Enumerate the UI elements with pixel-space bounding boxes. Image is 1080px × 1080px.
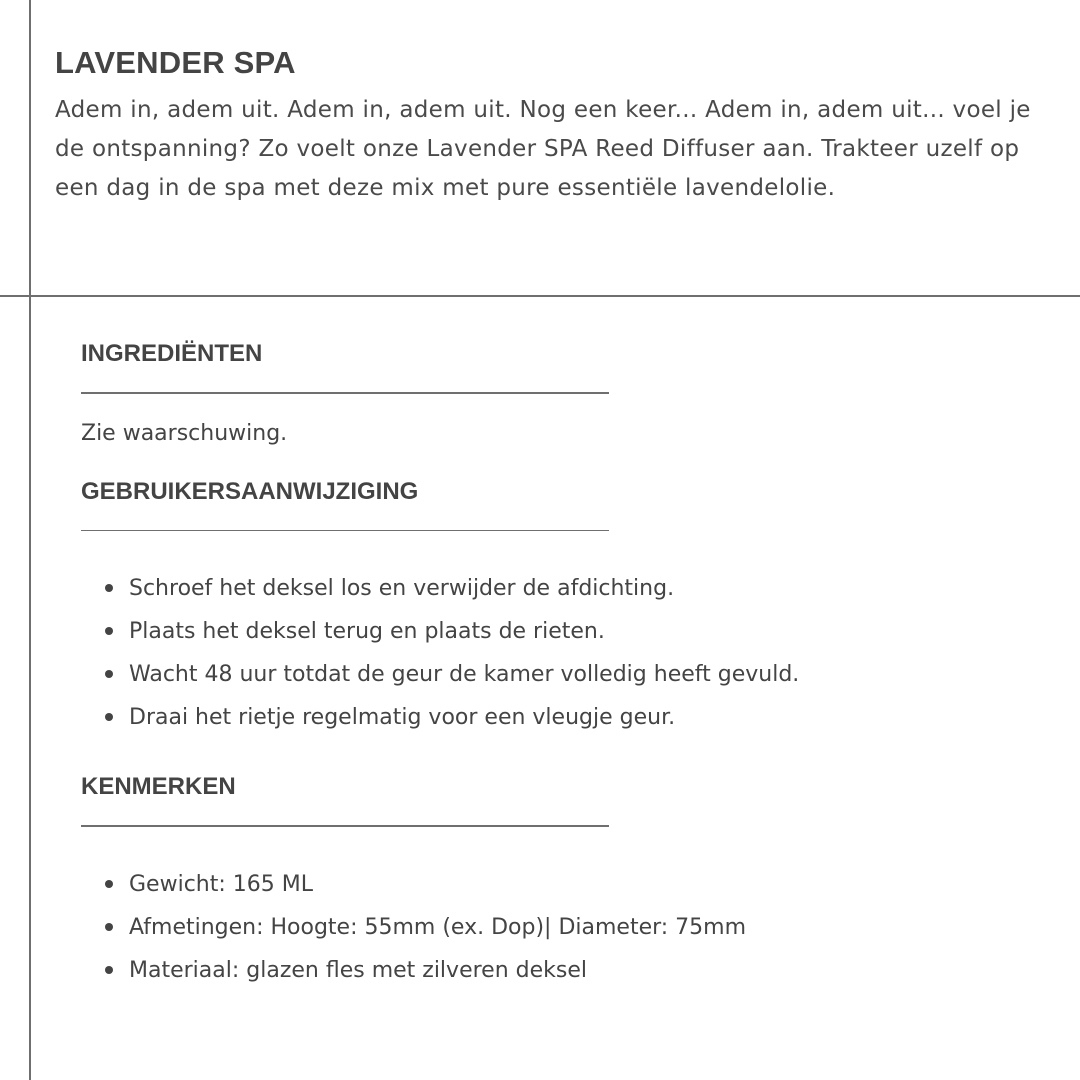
list-item: Afmetingen: Hoogte: 55mm (ex. Dop)| Diameter: 75mm	[81, 906, 1021, 949]
features-rule	[81, 825, 609, 827]
usage-section	[81, 474, 1021, 740]
ingredients-rule	[81, 392, 609, 394]
list-item: Wacht 48 uur totdat de geur de kamer volledig heeft gevuld.	[81, 653, 1021, 696]
ingredients-heading: INGREDIËNTEN	[81, 340, 263, 367]
usage-list	[81, 567, 1021, 739]
bullet-icon	[105, 670, 113, 678]
product-title: LAVENDER SPA	[55, 45, 296, 80]
features-heading: KENMERKEN	[81, 773, 236, 800]
list-item: Draai het rietje regelmatig voor een vleugje geur.	[81, 696, 1021, 739]
bullet-icon	[105, 880, 113, 888]
usage-rule	[81, 530, 609, 532]
ingredients-text: Zie waarschuwing.	[81, 420, 288, 446]
usage-heading: GEBRUIKERSAANWIJZIGING	[81, 477, 419, 505]
horizontal-divider	[0, 295, 1080, 297]
ingredients-section	[81, 336, 1021, 454]
bullet-icon	[105, 713, 113, 721]
product-description: Adem in, adem uit. Adem in, adem uit. Nog een keer... Adem in, adem uit... voel je de ontspanning? Zo voelt onze Lavender SPA Reed Diffuser aan. Trakteer uzelf op een dag in de spa met deze mix met pure essentiële lavendelolie.	[55, 97, 1031, 201]
details-section	[81, 336, 1021, 992]
list-item: Plaats het deksel terug en plaats de rieten.	[81, 610, 1021, 653]
features-section	[81, 769, 1021, 992]
list-item: Gewicht: 165 ML	[81, 863, 1021, 906]
bullet-icon	[105, 966, 113, 974]
features-list	[81, 863, 1021, 992]
intro-section	[55, 45, 1045, 208]
bullet-icon	[105, 584, 113, 592]
list-item: Materiaal: glazen fles met zilveren deksel	[81, 949, 1021, 992]
left-vertical-divider	[29, 0, 31, 1080]
bullet-icon	[105, 627, 113, 635]
bullet-icon	[105, 923, 113, 931]
list-item: Schroef het deksel los en verwijder de afdichting.	[81, 567, 1021, 610]
